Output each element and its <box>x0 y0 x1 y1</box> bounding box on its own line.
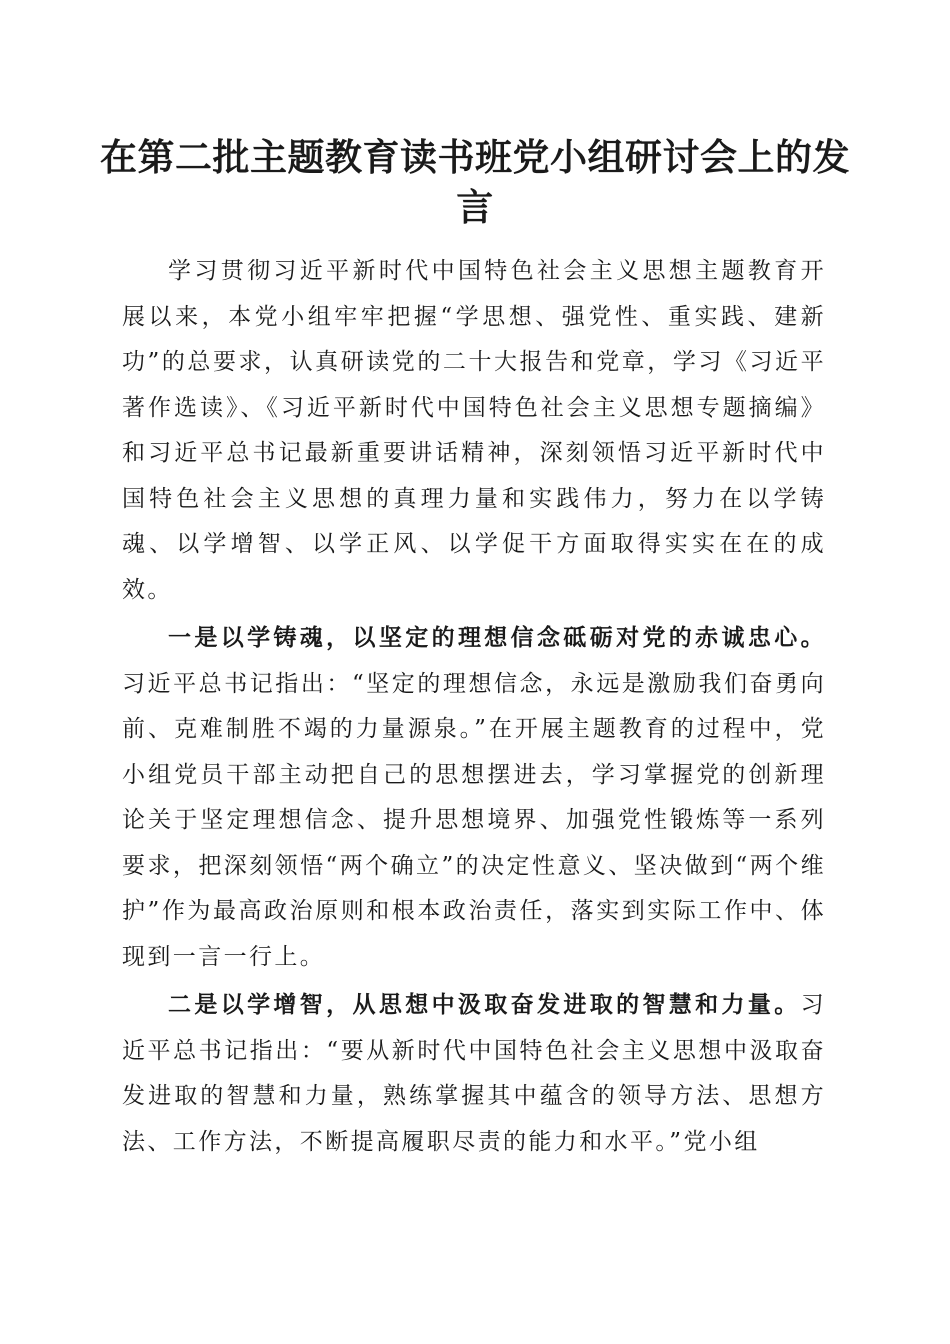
paragraph-point-two <box>122 982 826 1165</box>
paragraph-point-two-heading: 二是以学增智，从思想中汲取奋发进取的智慧和力量。 <box>168 991 801 1018</box>
paragraph-intro-text: 学习贯彻习近平新时代中国特色社会主义思想主题教育开展以来，本党小组牢牢把握“学思想、强党性、重实践、建新功”的总要求，认真研读党的二十大报告和党章，学习《习近平著作选读》、《习近平新时代中国特色社会主义思想专题摘编》和习近平总书记最新重要讲话精神，深刻领悟习近平新时代中国特色社会主义思想的真理力量和实践伟力，努力在以学铸魂、以学增智、以学正风、以学促干方面取得实实在在的成效。 <box>122 258 826 603</box>
paragraph-point-one-heading: 一是以学铸魂，以坚定的理想信念砥砺对党的赤诚忠心。 <box>168 624 826 651</box>
paragraph-point-one <box>122 615 826 980</box>
document-body <box>122 249 826 1167</box>
paragraph-point-two-text: 习近平总书记指出：“要从新时代中国特色社会主义思想中汲取奋发进取的智慧和力量，熟练掌握其中蕴含的领导方法、思想方法、工作方法，不断提高履职尽责的能力和水平。”党小组 <box>122 992 826 1155</box>
paragraph-point-one-text: 习近平总书记指出：“坚定的理想信念，永远是激励我们奋勇向前、克难制胜不竭的力量源泉。”在开展主题教育的过程中，党小组党员干部主动把自己的思想摆进去，学习掌握党的创新理论关于坚定理想信念、提升思想境界、加强党性锻炼等一系列要求，把深刻领悟“两个确立”的决定性意义、坚决做到“两个维护”作为最高政治原则和根本政治责任，落实到实际工作中、体现到一言一行上。 <box>122 670 826 970</box>
paragraph-intro <box>122 249 826 613</box>
document-title: 在第二批主题教育读书班党小组研讨会上的发言 <box>100 135 850 229</box>
